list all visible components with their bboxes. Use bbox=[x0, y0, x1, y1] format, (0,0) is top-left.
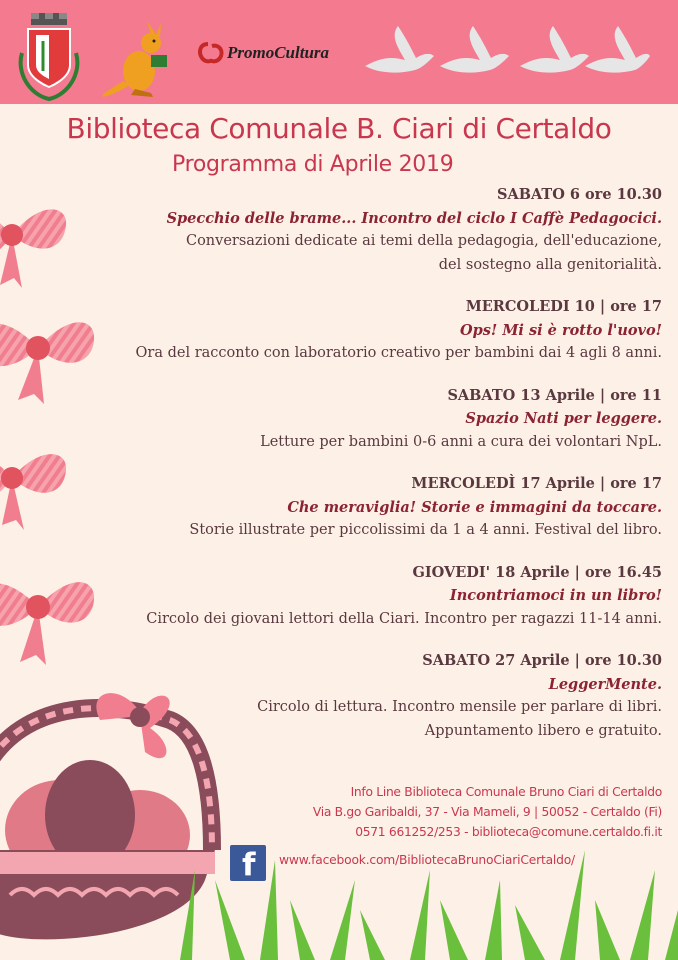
bow-icon bbox=[0, 454, 66, 530]
bow-icon bbox=[0, 209, 66, 288]
page-title: Biblioteca Comunale B. Ciari di Certaldo bbox=[66, 112, 612, 145]
brand-name: PromoCultura bbox=[227, 43, 330, 62]
event-item bbox=[102, 649, 662, 743]
event-item bbox=[102, 384, 662, 455]
event-description: Appuntamento libero e gratuito. bbox=[424, 722, 662, 739]
bow-icon bbox=[0, 582, 94, 665]
event-heading: MERCOLEDI 10 | ore 17 bbox=[465, 298, 662, 315]
address-line: Via B.go Garibaldi, 37 - Via Mameli, 9 | 50052 - Certaldo (Fi) bbox=[312, 805, 662, 819]
event-description: Circolo di lettura. Incontro mensile per parlare di libri. bbox=[257, 699, 662, 715]
event-name: Specchio delle brame... Incontro del ciclo I Caffè Pedagocici. bbox=[166, 209, 662, 227]
facebook-letter: f bbox=[242, 847, 256, 883]
event-description: Letture per bambini 0-6 anni a cura dei volontari NpL. bbox=[260, 433, 662, 450]
promocultura-logo bbox=[196, 42, 329, 64]
event-description: del sostegno alla genitorialità. bbox=[438, 256, 662, 273]
doves-icon bbox=[360, 18, 650, 84]
event-description: Circolo dei giovani lettori della Ciari. Incontro per ragazzi 11-14 anni. bbox=[146, 610, 662, 627]
event-item bbox=[102, 183, 662, 277]
event-heading: GIOVEDI' 18 Aprile | ore 16.45 bbox=[412, 563, 662, 581]
event-heading: SABATO 6 ore 10.30 bbox=[496, 186, 662, 203]
page-subtitle: Programma di Aprile 2019 bbox=[172, 152, 454, 177]
kangaroo-icon bbox=[101, 21, 181, 99]
coat-of-arms-icon bbox=[16, 13, 82, 101]
contact-info bbox=[242, 782, 662, 842]
phone-email-line[interactable]: 0571 661252/253 - biblioteca@comune.certaldo.fi.it bbox=[355, 825, 662, 839]
event-name: Incontriamoci in un libro! bbox=[449, 587, 662, 604]
event-name: Spazio Nati per leggere. bbox=[465, 410, 662, 427]
event-heading: MERCOLEDÌ 17 Aprile | ore 17 bbox=[411, 475, 662, 492]
event-name: Ops! Mi si è rotto l'uovo! bbox=[460, 321, 662, 339]
event-item bbox=[102, 472, 662, 543]
promocultura-icon bbox=[196, 42, 224, 64]
event-description: Conversazioni dedicate ai temi della pedagogia, dell'educazione, bbox=[185, 233, 662, 249]
event-name: LeggerMente. bbox=[548, 675, 662, 693]
event-name: Che meraviglia! Storie e immagini da toccare. bbox=[287, 498, 662, 516]
event-list bbox=[102, 183, 662, 761]
event-description: Ora del racconto con laboratorio creativo per bambini dai 4 agli 8 anni. bbox=[135, 345, 662, 361]
event-heading: SABATO 27 Aprile | ore 10.30 bbox=[422, 652, 662, 669]
info-line: Info Line Biblioteca Comunale Bruno Ciari di Certaldo bbox=[350, 785, 662, 799]
header-bar bbox=[0, 0, 678, 104]
event-heading: SABATO 13 Aprile | ore 11 bbox=[447, 386, 662, 404]
facebook-link[interactable]: www.facebook.com/BibliotecaBrunoCiariCertaldo/ bbox=[279, 853, 575, 867]
bow-icon bbox=[0, 322, 94, 404]
facebook-icon[interactable] bbox=[230, 845, 266, 881]
event-item bbox=[102, 295, 662, 366]
event-description: Storie illustrate per piccolissimi da 1 a 4 anni. Festival del libro. bbox=[189, 522, 662, 538]
event-item bbox=[102, 561, 662, 632]
